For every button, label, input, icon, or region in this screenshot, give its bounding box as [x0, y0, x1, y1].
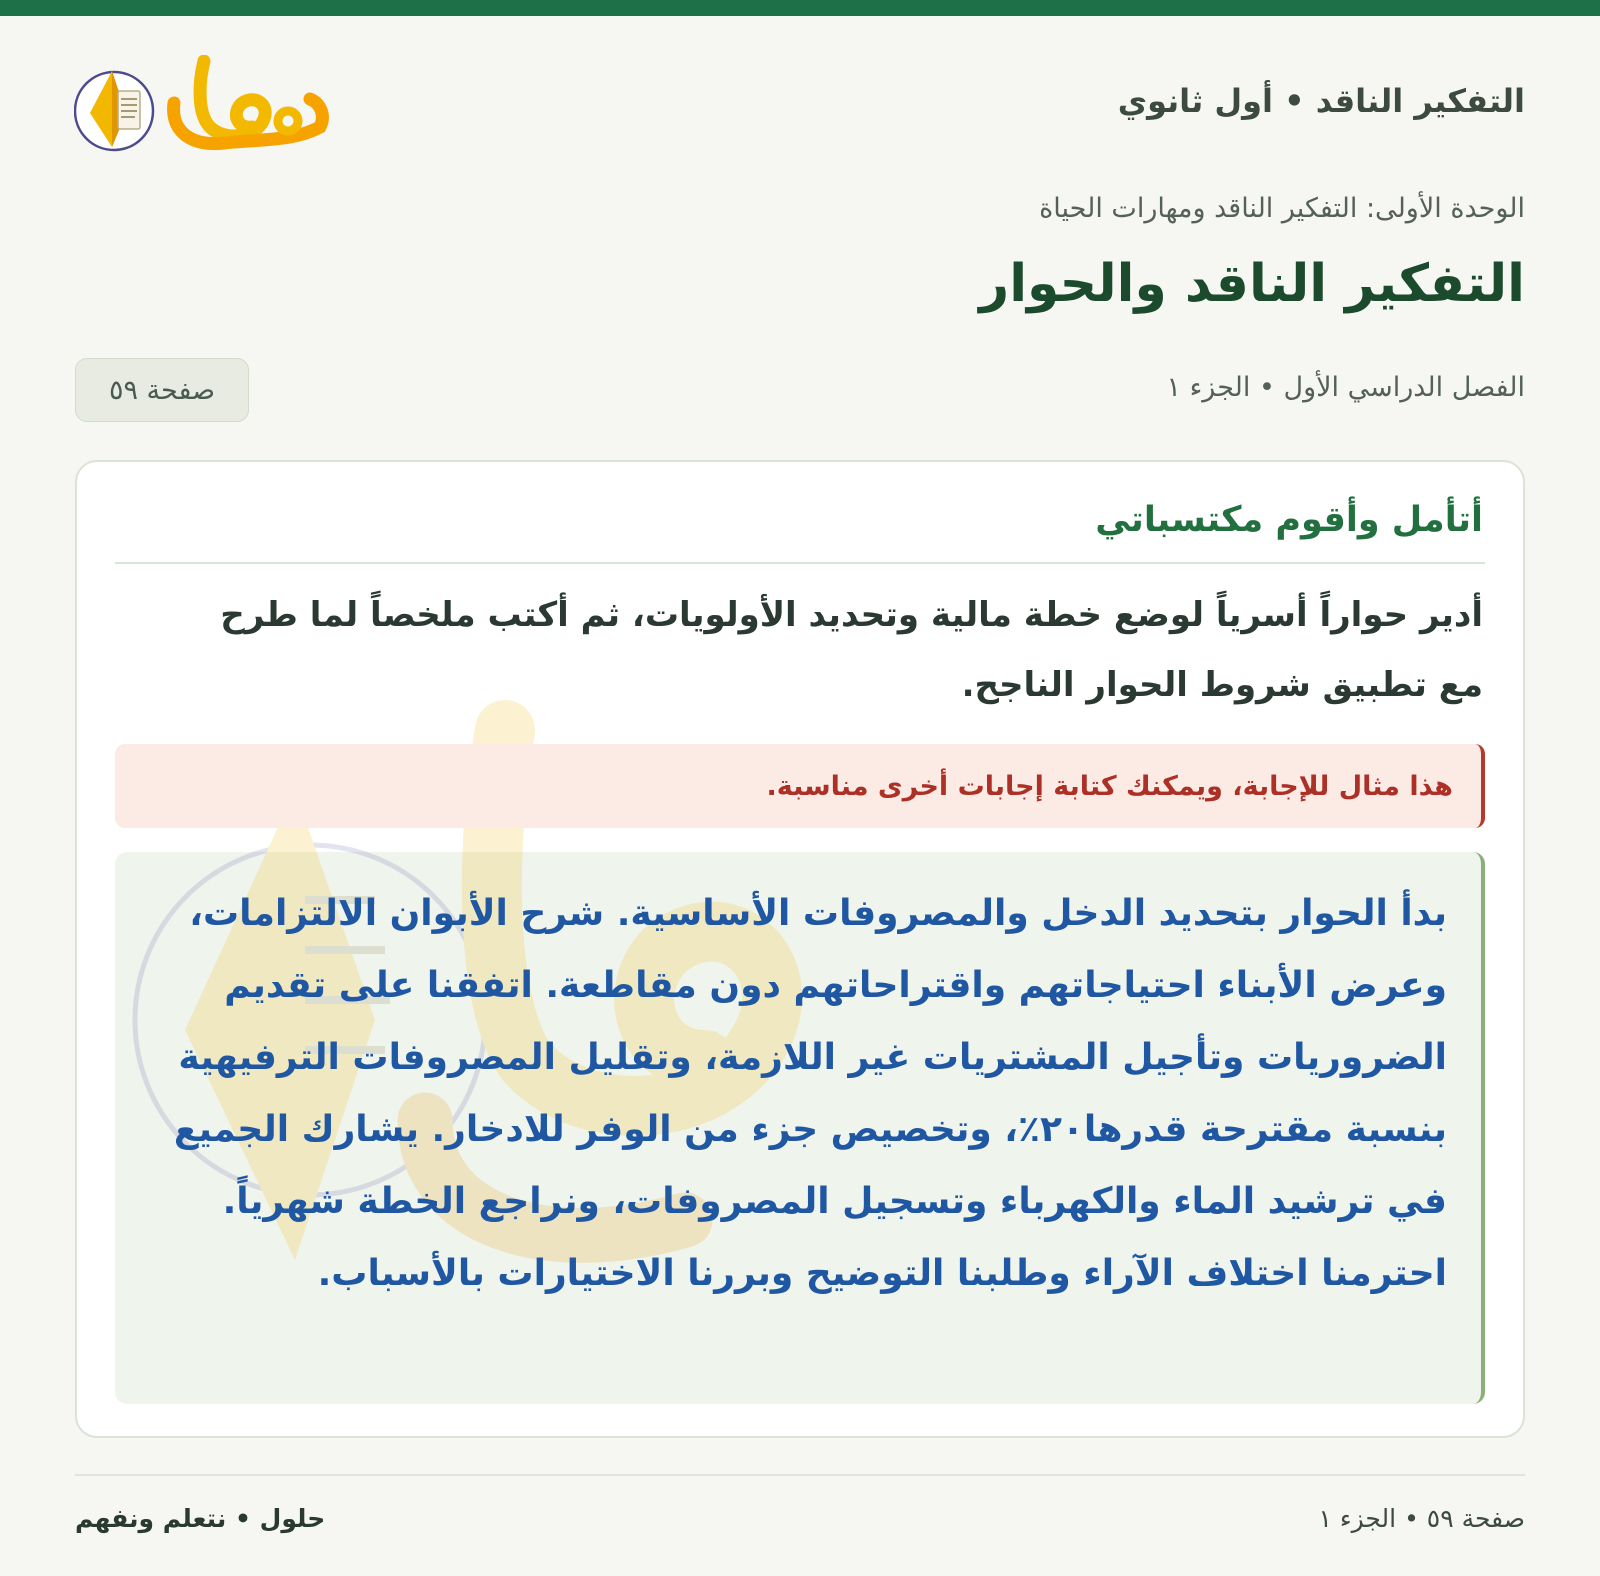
footer-divider [75, 1474, 1525, 1476]
answer-note-text: هذا مثال للإجابة، ويمكنك كتابة إجابات أخرى مناسبة. [766, 770, 1453, 802]
section-title: أتأمل وأقوم مكتسباتي [1095, 500, 1483, 540]
footer-page-label: صفحة ٥٩ • الجزء ١ [1318, 1504, 1525, 1533]
lesson-title: التفكير الناقد والحوار [979, 254, 1525, 314]
footer-brand[interactable]: حلول • نتعلم ونفهم [75, 1504, 326, 1533]
answer-box [115, 852, 1485, 1404]
hulul-logo[interactable] [74, 55, 334, 161]
term-label: الفصل الدراسي الأول • الجزء ١ [1166, 372, 1525, 403]
section-divider [115, 562, 1485, 564]
unit-label: الوحدة الأولى: التفكير الناقد ومهارات الحياة [1039, 193, 1525, 224]
question-text: أدير حواراً أسرياً لوضع خطة مالية وتحديد الأولويات، ثم أكتب ملخصاً لما طرح مع تطبيق شروط الحوار الناجح. [220, 595, 1483, 705]
answer-note [115, 744, 1485, 828]
page-number-badge: صفحة ٥٩ [75, 358, 249, 422]
page-header-title: التفكير الناقد • أول ثانوي [1117, 82, 1525, 120]
answer-text: بدأ الحوار بتحديد الدخل والمصروفات الأساسية. شرح الأبوان الالتزامات، وعرض الأبناء احتياجاتهم واقتراحاتهم دون مقاطعة. اتفقنا على تقديم الضروريات وتأجيل المشتريات غير اللازمة، وتقليل المصروفات الترفيهية بنسبة مقترحة قدرها٢٠٪، وتخصيص جزء من الوفر للادخار. يشارك الجميع في ترشيد الماء والكهرباء وتسجيل المصروفات، ونراجع الخطة شهرياً. احترمنا اختلاف الآراء وطلبنا التوضيح وبررنا الاختيارات بالأسباب. [173, 893, 1447, 1294]
exercise-card [75, 460, 1525, 1438]
top-accent-bar [0, 0, 1600, 16]
